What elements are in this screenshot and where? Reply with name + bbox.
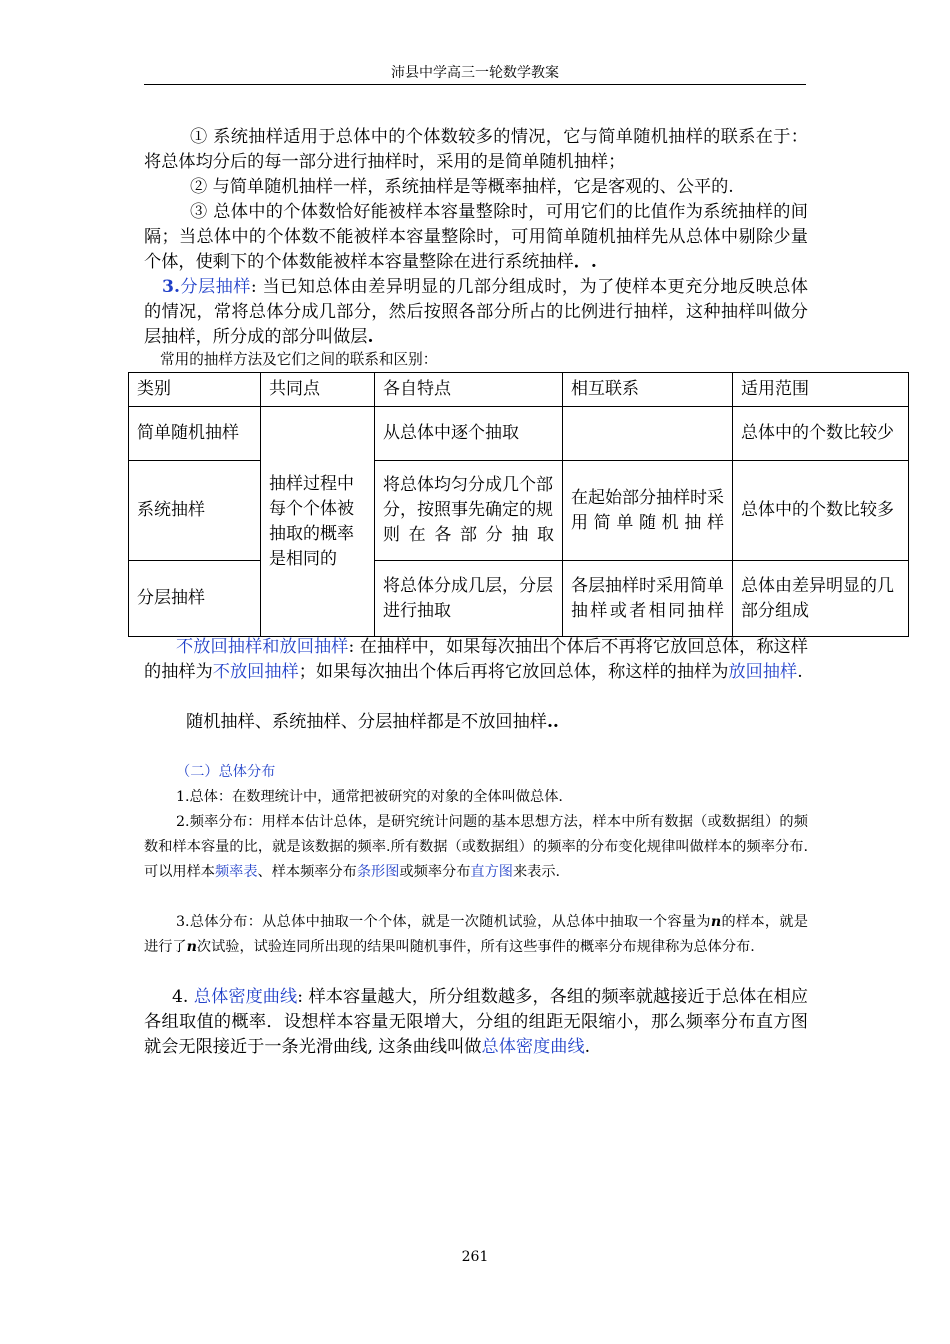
variable-n: n — [710, 914, 722, 930]
frequency-distribution-definition — [144, 810, 808, 885]
header-feature: 各自特点 — [375, 373, 563, 407]
replacement-text-3: . — [797, 662, 803, 682]
population-text-c: 次试验，试验连同所出现的结果叫随机事件，所有这些事件的概率分布规律称为总体分布. — [196, 939, 755, 955]
density-number: 4. — [172, 987, 194, 1007]
header-category: 类别 — [129, 373, 261, 407]
header-relation: 相互联系 — [563, 373, 733, 407]
frequency-text-a: 2.频率分布：用样本估计总体，是研究统计问题的基本思想方法，样本中所有数据（或数据组）的频数和样本容量的比，就是该数据的频率.所有数据（或数据组）的频率的分布变化规律叫做样本的频率分布.可以用样本 — [144, 814, 808, 880]
replacement-definition — [144, 635, 808, 685]
replacement-summary — [144, 710, 808, 735]
feature-cell: 将总体均匀分成几个部分，按照事先确定的规则在各部分抽取 — [375, 461, 563, 561]
population-text-b: 的样本，就是进行了 — [144, 914, 808, 955]
common-cell: 抽样过程中每个个体被抽取的概率是相同的 — [261, 407, 375, 637]
systematic-note-1: ① 系统抽样适用于总体中的个体数较多的情况，它与简单随机抽样的联系在于：将总体均分后的每一部分进行抽样时，采用的是简单随机抽样； — [144, 127, 808, 172]
category-cell: 系统抽样 — [129, 461, 261, 561]
frequency-text-b: 、样本频率分布 — [257, 864, 357, 880]
relation-cell: 各层抽样时采用简单抽样或者相同抽样 — [563, 561, 733, 637]
replacement-summary-end: .. — [546, 712, 559, 732]
stratified-number: 3. — [162, 277, 180, 297]
feature-cell: 将总体分成几层，分层进行抽取 — [375, 561, 563, 637]
bar-chart-term: 条形图 — [356, 864, 400, 880]
systematic-note-3 — [144, 200, 808, 275]
no-replacement-term: 不放回抽样 — [212, 662, 299, 682]
systematic-note-3-text: ③ 总体中的个体数恰好能被样本容量整除时，可用它们的比值作为系统抽样的间隔；当总体中的个体数不能被样本容量整除时，可用简单随机抽样先从总体中剔除少量个体，使剩下的个体数能被样本容量整除在进行系统抽样 — [144, 202, 808, 272]
population-text-a: 3.总体分布：从总体中抽取一个个体，就是一次随机试验，从总体中抽取一个容量为 — [176, 914, 711, 930]
scope-cell: 总体中的个数比较多 — [733, 461, 909, 561]
replacement-text-2: ；如果每次抽出个体后再将它放回总体，称这样的抽样为 — [298, 662, 729, 682]
table-row — [129, 407, 909, 461]
stratified-end: . — [367, 327, 374, 347]
replacement-summary-text: 随机抽样、系统抽样、分层抽样都是不放回抽样 — [186, 712, 547, 732]
section-heading: （二）总体分布 — [176, 764, 276, 780]
scope-cell: 总体由差异明显的几部分组成 — [733, 561, 909, 637]
category-cell: 简单随机抽样 — [129, 407, 261, 461]
population-distribution-definition — [144, 910, 808, 960]
replacement-term: 不放回抽样和放回抽样 — [176, 637, 349, 657]
category-cell: 分层抽样 — [129, 561, 261, 637]
scope-cell: 总体中的个数比较少 — [733, 407, 909, 461]
page-number: 261 — [461, 1249, 489, 1265]
population-definition: 1.总体：在数理统计中，通常把被研究的对象的全体叫做总体. — [176, 789, 563, 805]
density-curve-term: 总体密度曲线 — [193, 987, 298, 1007]
variable-n: n — [186, 939, 197, 955]
table-row — [129, 461, 909, 561]
frequency-text-d: 来表示. — [512, 864, 561, 880]
density-text: : 样本容量越大，所分组数越多，各组的频率就越接近于总体在相应各组取值的概率．设想样本容量无限增大，分组的组距无限缩小，那么频率分布直方图就会无限接近于一条光滑曲线, 这条曲线叫做 — [144, 987, 808, 1057]
table-caption: 常用的抽样方法及它们之间的联系和区别： — [160, 351, 438, 368]
relation-cell: 在起始部分抽样时采用简单随机抽样 — [563, 461, 733, 561]
stratified-definition — [144, 275, 808, 350]
systematic-note-3-end: ．. — [573, 252, 597, 272]
histogram-term: 直方图 — [470, 864, 513, 880]
density-curve-term-2: 总体密度曲线 — [481, 1037, 585, 1057]
replacement-text-1: : 在抽样中，如果每次抽出个体后不再将它放回总体，称这样的抽样为 — [144, 637, 808, 682]
frequency-table-term: 频率表 — [214, 864, 258, 880]
stratified-term: 分层抽样 — [179, 277, 251, 297]
systematic-note-2: ② 与简单随机抽样一样，系统抽样是等概率抽样，它是客观的、公平的. — [190, 177, 734, 197]
feature-cell: 从总体中逐个抽取 — [375, 407, 563, 461]
table-header-row — [129, 373, 909, 407]
frequency-text-c: 或频率分布 — [399, 864, 471, 880]
page-header: 沛县中学高三一轮数学教案 — [144, 62, 806, 85]
density-end: . — [584, 1037, 591, 1057]
header-scope: 适用范围 — [733, 373, 909, 407]
relation-cell — [563, 407, 733, 461]
sampling-comparison-table — [128, 372, 909, 637]
stratified-text: : 当已知总体由差异明显的几部分组成时，为了使样本更充分地反映总体的情况，常将总体分成几部分，然后按照各部分所占的比例进行抽样，这种抽样叫做分层抽样，所分成的部分叫做层 — [144, 277, 808, 347]
header-common: 共同点 — [261, 373, 375, 407]
table-row — [129, 561, 909, 637]
density-curve-definition — [144, 985, 808, 1060]
with-replacement-term: 放回抽样 — [728, 662, 798, 682]
